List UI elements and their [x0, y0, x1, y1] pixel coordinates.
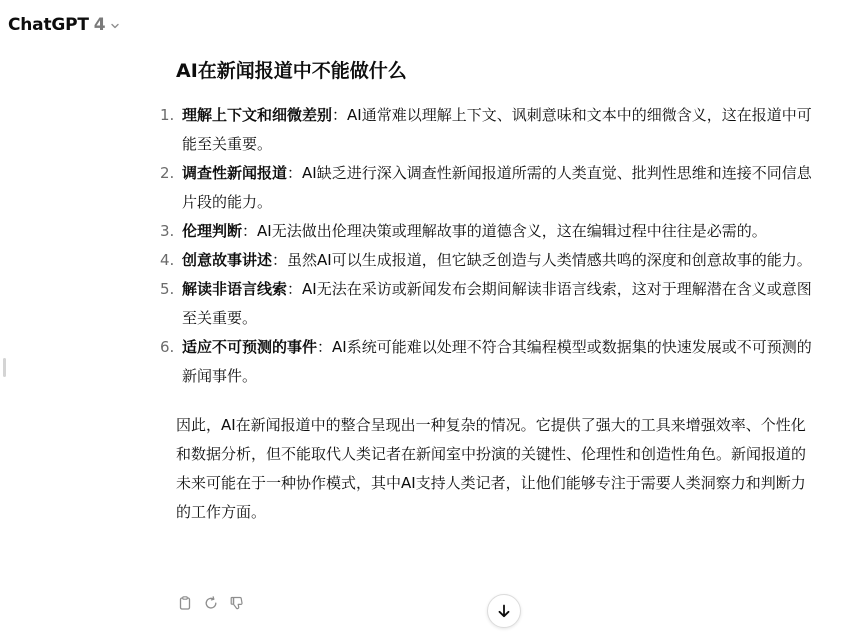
list-item [160, 217, 816, 246]
list-item-number: 6. [160, 338, 175, 356]
sidebar-resize-handle[interactable] [3, 358, 6, 377]
list-item-separator: ： [242, 222, 258, 240]
list-item-number: 1. [160, 106, 175, 124]
list-item-separator: ： [332, 106, 348, 124]
assistant-message [160, 57, 816, 527]
list-item-number: 3. [160, 222, 175, 240]
message-heading: AI在新闻报道中不能做什么 [176, 60, 407, 82]
model-version: 4 [93, 15, 106, 35]
model-switcher[interactable] [8, 15, 120, 35]
list-item [160, 333, 816, 391]
list-item-title: 解读非语言线索 [182, 280, 288, 298]
list-item [160, 275, 816, 333]
list-item-separator: ： [272, 251, 288, 269]
regenerate-button[interactable] [202, 594, 220, 612]
list-item-title: 伦理判断 [182, 222, 243, 240]
thumbs-down-icon [229, 595, 245, 611]
list-item [160, 101, 816, 159]
list-item-title: 理解上下文和细微差别 [182, 106, 333, 124]
arrow-down-icon [496, 603, 512, 619]
list-item-separator: ： [287, 280, 303, 298]
clipboard-icon [177, 595, 193, 611]
list-item [160, 246, 816, 275]
dislike-button[interactable] [228, 594, 246, 612]
list-item-number: 2. [160, 164, 175, 182]
chevron-down-icon [110, 21, 120, 31]
list-item-separator: ： [317, 338, 333, 356]
message-actions [176, 594, 246, 612]
model-name: ChatGPT [8, 15, 89, 35]
list-item-text: AI系统可能难以处理不符合其编程模型或数据集的快速发展或不可预测的新闻事件。 [182, 338, 812, 385]
list-item-text: AI缺乏进行深入调查性新闻报道所需的人类直觉、批判性思维和连接不同信息片段的能力。 [182, 164, 812, 211]
regenerate-icon [203, 595, 219, 611]
copy-button[interactable] [176, 594, 194, 612]
list-item-text: AI无法在采访或新闻发布会期间解读非语言线索，这对于理解潜在含义或意图至关重要。 [182, 280, 812, 327]
list-item-text: AI无法做出伦理决策或理解故事的道德含义，这在编辑过程中往往是必需的。 [257, 222, 767, 240]
list-item-title: 创意故事讲述 [182, 251, 273, 269]
list-item [160, 159, 816, 217]
list-item-text: AI通常难以理解上下文、讽刺意味和文本中的细微含义，这在报道中可能至关重要。 [182, 106, 812, 153]
list-item-number: 5. [160, 280, 175, 298]
list-item-title: 适应不可预测的事件 [182, 338, 318, 356]
list-item-separator: ： [287, 164, 303, 182]
list-item-text: 虽然AI可以生成报道，但它缺乏创造与人类情感共鸣的深度和创意故事的能力。 [287, 251, 812, 269]
message-summary: 因此，AI在新闻报道中的整合呈现出一种复杂的情况。它提供了强大的工具来增强效率、个性化和数据分析，但不能取代人类记者在新闻室中扮演的关键性、伦理性和创造性角色。新闻报道的未来可能在于一种协作模式，其中AI支持人类记者，让他们能够专注于需要人类洞察力和判断力的工作方面。 [176, 416, 807, 521]
scroll-to-bottom-button[interactable] [487, 594, 521, 628]
list-item-number: 4. [160, 251, 175, 269]
list-item-title: 调查性新闻报道 [182, 164, 288, 182]
points-list [160, 101, 816, 391]
